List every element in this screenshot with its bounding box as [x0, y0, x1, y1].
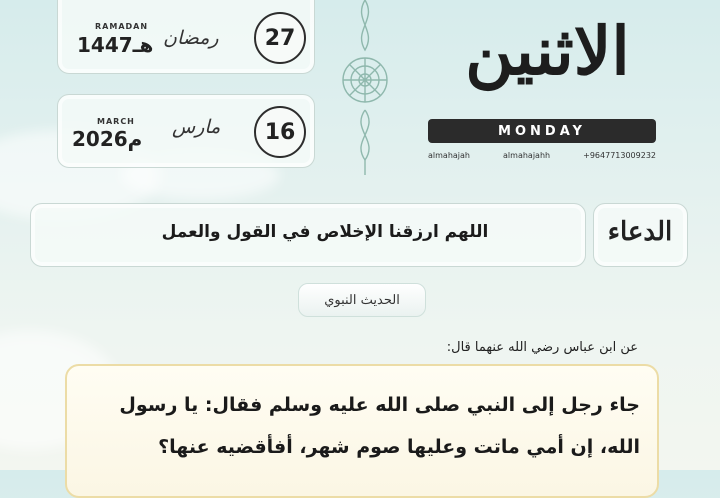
social-handle-2[interactable]: almahajahh	[503, 151, 551, 160]
ornament-icon	[335, 0, 395, 175]
gregorian-day-number: 16	[254, 106, 306, 158]
dua-title: الدعاء	[607, 217, 673, 247]
hadith-narrator: عن ابن عباس رضي الله عنهما قال:	[446, 340, 638, 355]
hijri-day-number: 27	[254, 12, 306, 64]
gregorian-month-arabic: مارس	[172, 116, 221, 138]
social-contacts	[428, 151, 656, 160]
gregorian-year: 2026م	[72, 127, 143, 151]
weekday-arabic: الاثنين	[465, 12, 630, 90]
hadith-label: الحديث النبوي	[298, 283, 426, 317]
social-handle-1[interactable]: almahajah	[428, 151, 470, 160]
whatsapp-number[interactable]: +9647713009232	[583, 151, 656, 160]
hijri-year: 1447هـ	[77, 33, 154, 57]
dua-text: اللهم ارزقنا الإخلاص في القول والعمل	[161, 222, 489, 242]
hijri-month-english: RAMADAN	[95, 22, 149, 31]
hadith-text: جاء رجل إلى النبي صلى الله عليه وسلم فقال: يا رسول الله، إن أمي ماتت وعليها صوم شهر، أفأقضيه عنها؟	[119, 394, 640, 458]
gregorian-month-english: MARCH	[97, 117, 135, 126]
hijri-month-arabic: رمضان	[163, 27, 219, 49]
weekday-english-bar: MONDAY	[428, 119, 656, 143]
